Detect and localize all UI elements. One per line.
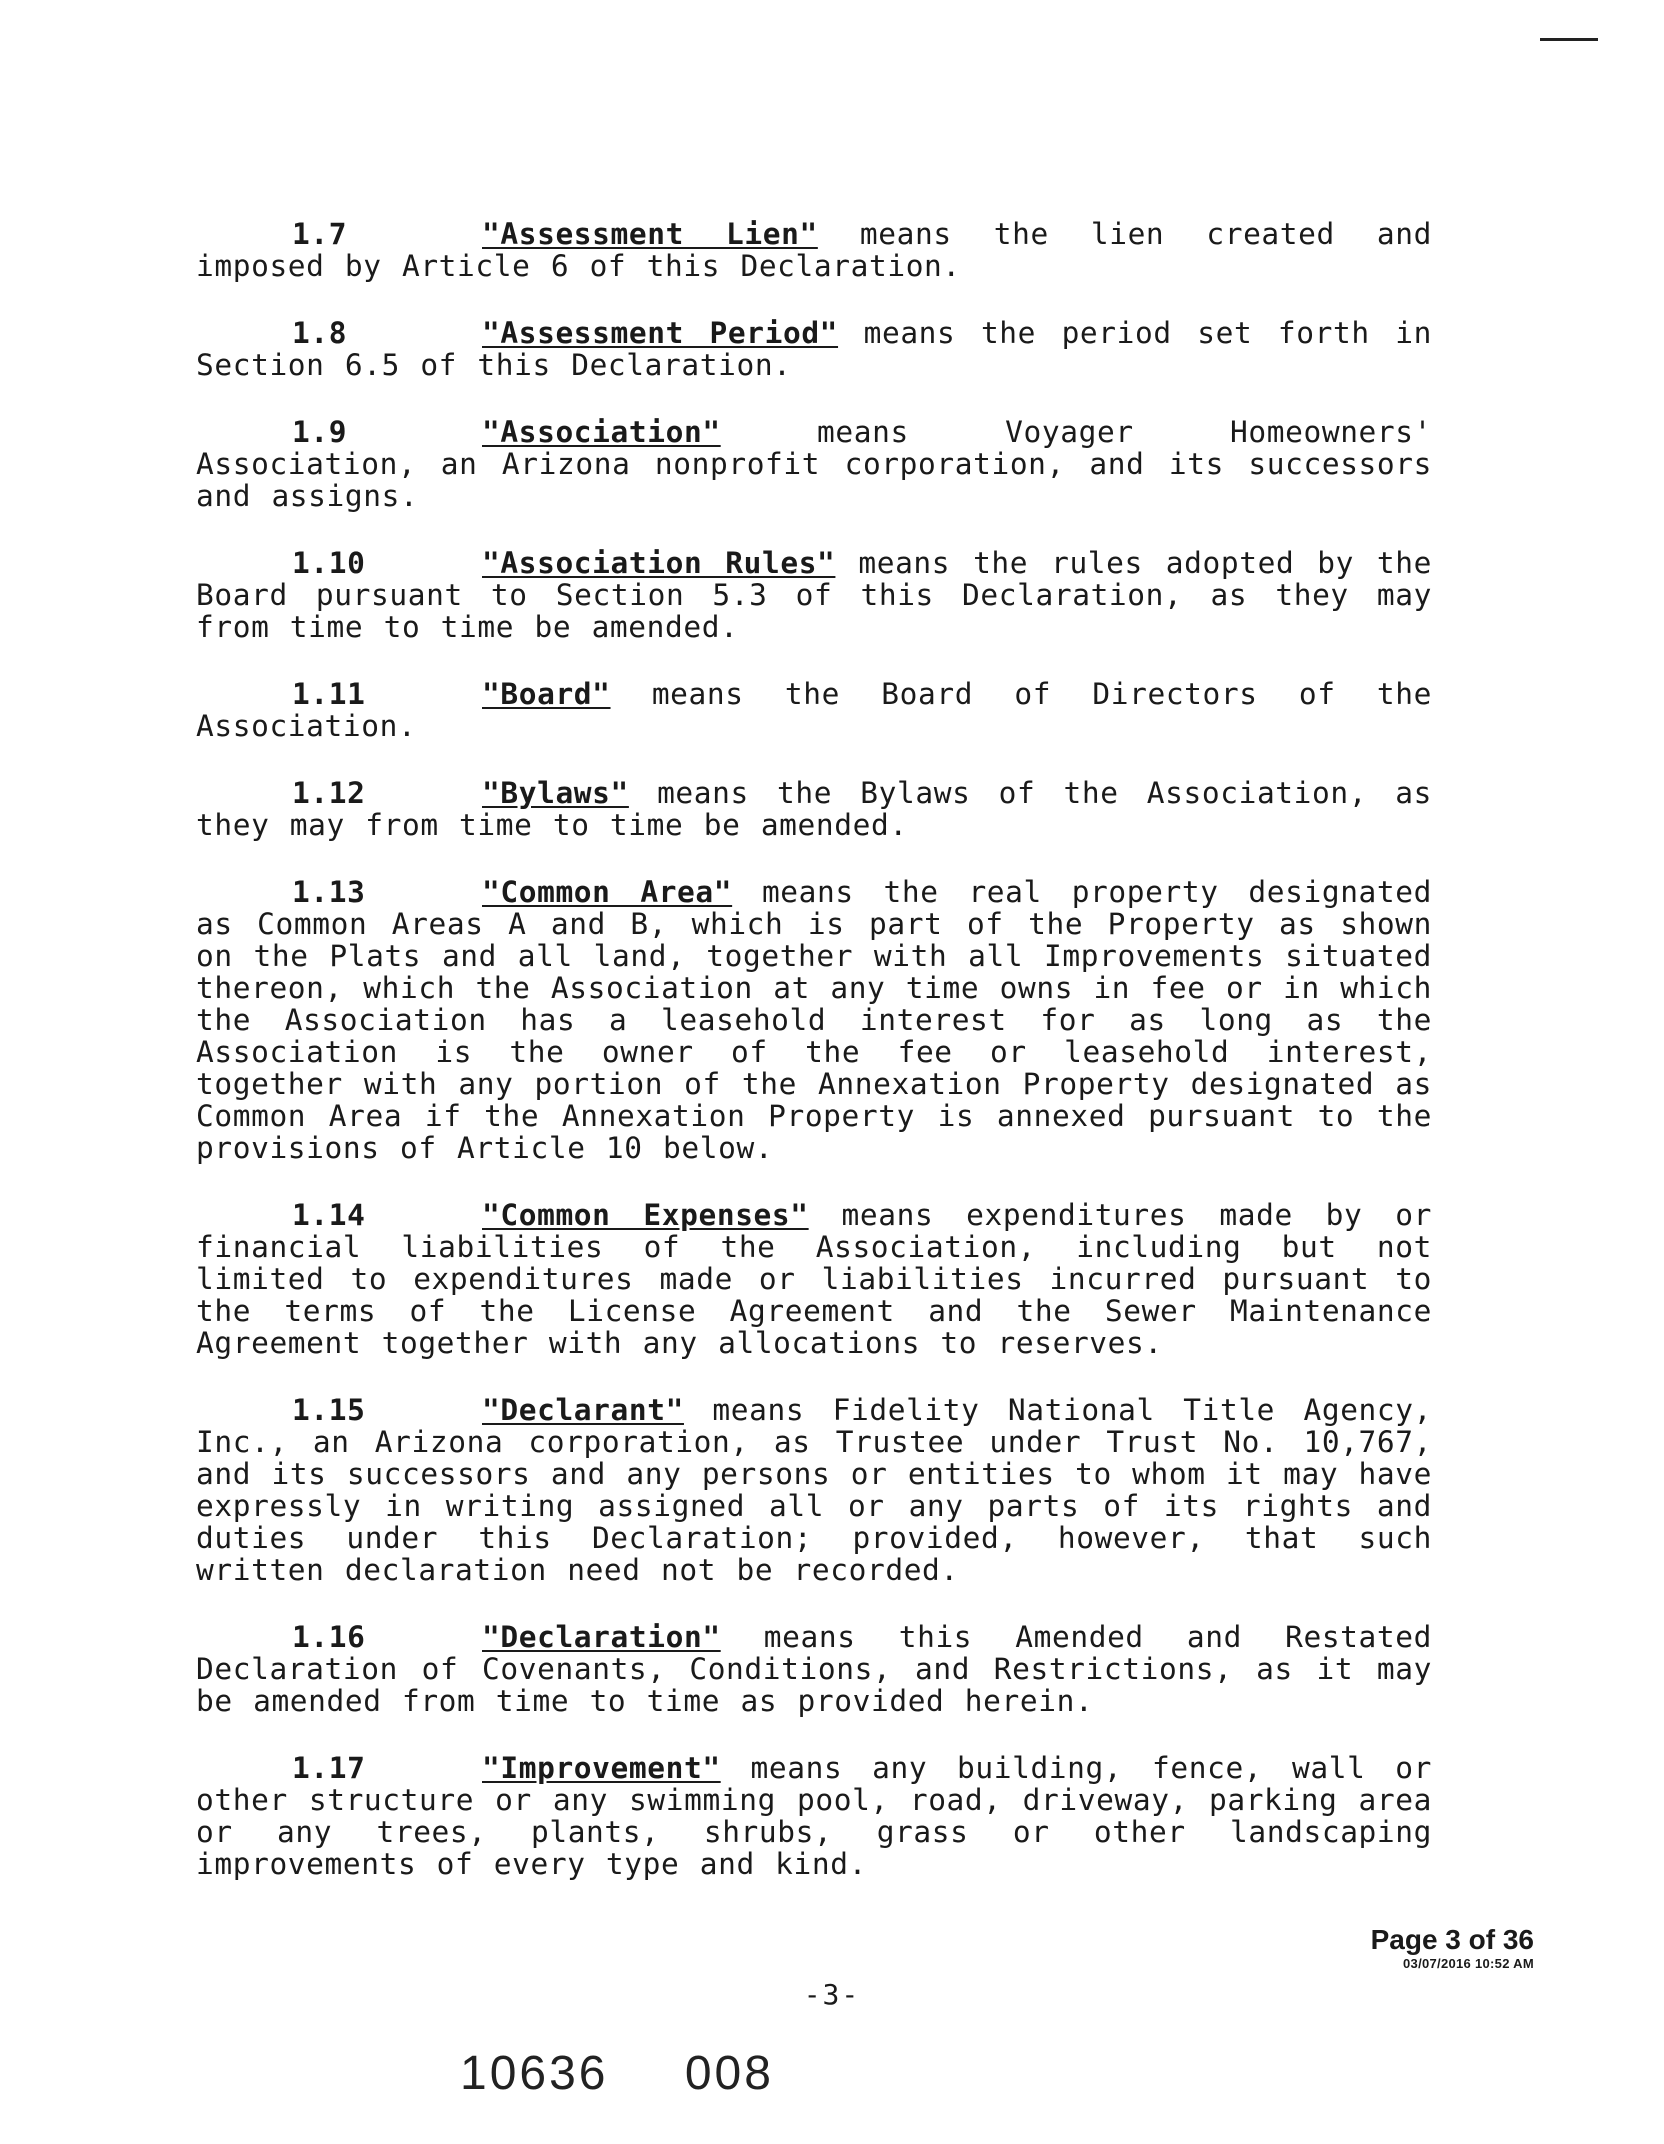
recording-page: 008 <box>684 2047 774 2100</box>
definition-term: "Assessment Lien" <box>482 217 818 251</box>
definition-term: "Common Expenses" <box>482 1198 809 1232</box>
definition-1-7 <box>196 218 1432 282</box>
definition-number: 1.17 <box>292 1751 366 1785</box>
page-stamp <box>1371 1924 1534 1972</box>
definition-term: "Declaration" <box>482 1620 721 1654</box>
definition-term: "Bylaws" <box>482 776 629 810</box>
definition-term: "Improvement" <box>482 1751 721 1785</box>
definition-text: means any building, fence, wall or other structure or any swimming pool, road, driveway, parking area or any trees, plants, shrubs, grass or other landscaping improvements of every type and kind. <box>196 1751 1432 1881</box>
definition-text: means the real property designated as Common Areas A and B, which is part of the Property as shown on the Plats and all land, together with all Improvements situated thereon, which the Association at any time owns in fee or in which the Association has a leasehold interest for as long as the Association is the owner of the fee or leasehold interest, together with any portion of the Annexation Property designated as Common Area if the Annexation Property is annexed pursuant to the provisions of Article 10 below. <box>196 875 1432 1165</box>
recording-timestamp: 03/07/2016 10:52 AM <box>1403 1956 1534 1971</box>
definition-number: 1.15 <box>292 1393 366 1427</box>
definition-text: means the rules adopted by the Board pursuant to Section 5.3 of this Declaration, as they may from time to time be amended. <box>196 546 1432 644</box>
definition-term: "Association" <box>482 415 721 449</box>
page-count-label: Page 3 of 36 <box>1370 1924 1534 1955</box>
definition-text: means the Bylaws of the Association, as they may from time to time be amended. <box>196 776 1432 842</box>
definition-1-9 <box>196 416 1432 512</box>
definition-number: 1.9 <box>292 415 348 449</box>
definition-number: 1.8 <box>292 316 348 350</box>
definition-1-8 <box>196 317 1432 381</box>
corner-mark <box>1540 38 1598 41</box>
definition-term: "Assessment Period" <box>482 316 839 350</box>
definition-number: 1.14 <box>292 1198 366 1232</box>
definition-text: means expenditures made by or financial liabilities of the Association, including but not limited to expenditures made or liabilities incurred pursuant to the terms of the License Agreement and the Sewer Maintenance Agreement together with any allocations to reserves. <box>196 1198 1432 1360</box>
definition-term: "Association Rules" <box>482 546 836 580</box>
definition-text: means the lien created and imposed by Article 6 of this Declaration. <box>196 217 1432 283</box>
definition-text: means this Amended and Restated Declaration of Covenants, Conditions, and Restrictions, as it may be amended from time to time as provided herein. <box>196 1620 1432 1718</box>
definition-text: means Voyager Homeowners' Association, an Arizona nonprofit corporation, and its successors and assigns. <box>196 415 1432 513</box>
definition-1-12 <box>196 777 1432 841</box>
definition-1-13 <box>196 876 1432 1164</box>
recording-book: 10636 <box>460 2047 609 2100</box>
definition-text: means the Board of Directors of the Association. <box>196 677 1432 743</box>
definition-number: 1.11 <box>292 677 366 711</box>
definition-number: 1.7 <box>292 217 348 251</box>
definition-1-16 <box>196 1621 1432 1717</box>
recording-number <box>460 2046 774 2101</box>
document-body <box>196 218 1432 1915</box>
definition-number: 1.10 <box>292 546 366 580</box>
definition-1-11 <box>196 678 1432 742</box>
definition-number: 1.13 <box>292 875 366 909</box>
definition-text: means Fidelity National Title Agency, Inc., an Arizona corporation, as Trustee under Trust No. 10,767, and its successors and any persons or entities to whom it may have expressly in writing assigned all or any parts of its rights and duties under this Declaration; provided, however, that such written declaration need not be recorded. <box>196 1393 1432 1587</box>
definition-number: 1.16 <box>292 1620 366 1654</box>
definition-term: "Declarant" <box>482 1393 684 1427</box>
definition-1-15 <box>196 1394 1432 1586</box>
definition-term: "Board" <box>482 677 611 711</box>
definition-term: "Common Area" <box>482 875 733 909</box>
page-number: -3- <box>803 1978 861 2011</box>
definition-text: means the period set forth in Section 6.5 of this Declaration. <box>196 316 1432 382</box>
definition-1-10 <box>196 547 1432 643</box>
definition-number: 1.12 <box>292 776 366 810</box>
definition-1-14 <box>196 1199 1432 1359</box>
definition-1-17 <box>196 1752 1432 1880</box>
